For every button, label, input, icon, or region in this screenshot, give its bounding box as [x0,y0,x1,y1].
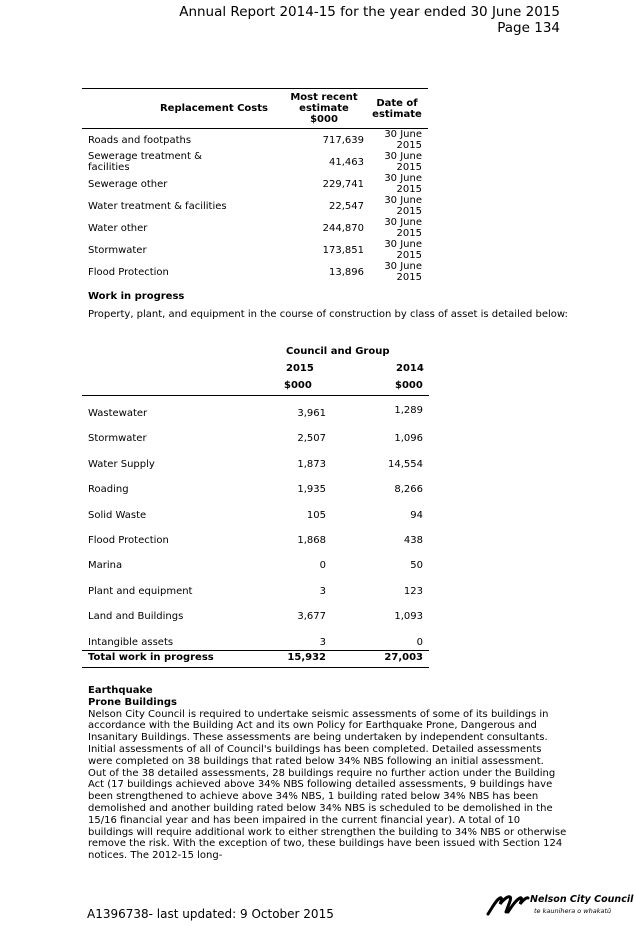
table-row: Solid Waste 105 94 [88,510,423,521]
report-title: Annual Report 2014-15 for the year ended 30 June 2015 [179,4,560,20]
header-divider [82,395,429,396]
total-row: Total work in progress 15,932 27,003 [88,652,423,663]
col-header-estimate: Most recent estimate $000 [268,89,366,129]
page-header [179,4,560,36]
table-row: Sewerage treatment & facilities 41,463 30 June 2015 [88,151,422,173]
footer-document-id: A1396738- last updated: 9 October 2015 [87,907,334,921]
earthquake-paragraph-2: Out of the 38 detailed assessments, 28 buildings require no further action under the Building Act (17 buildings achieved above 34% NBS following detailed assessments, 9 buildings have been strengthened to achieve above 34% NBS, 1 building rated below 34% NBS has been demolished and another building rated below 34% NBS is scheduled to be demolished in the 15/16 financial year and has been impaired in the current financial year). A total of 10 buildings will require additional work to either strengthen the building to 34% NBS or otherwise remove the risk. With the exception of two, these buildings have been issued with Section 124 notices. The 2012-15 long- [88,767,567,862]
table-row: Wastewater 3,961 1,289 [88,405,423,419]
table-row: Flood Protection 13,896 30 June 2015 [88,261,422,283]
table-row: Roads and footpaths 717,639 30 June 2015 [88,129,422,151]
table-row: Land and Buildings 3,677 1,093 [88,611,423,622]
year-2015-header: 2015 [286,363,314,374]
table-row: Stormwater 173,851 30 June 2015 [88,239,422,261]
total-divider [82,650,429,651]
col-header-date: Date of estimate [366,89,428,129]
table-row: Stormwater 2,507 1,096 [88,433,423,444]
logo-name: Nelson City Council [530,894,634,905]
wip-heading: Work in progress [88,291,185,302]
group-header: Council and Group [286,346,390,357]
unit-header-2015: $000 [284,380,312,391]
unit-header-2014: $000 [395,380,423,391]
table-row: Roading 1,935 8,266 [88,484,423,495]
table-row: Water treatment & facilities 22,547 30 June 2015 [88,195,422,217]
earthquake-section [88,685,568,862]
col-header-replacement-costs: Replacement Costs [82,89,268,129]
page-number: Page 134 [497,20,560,36]
table-row: Plant and equipment 3 123 [88,586,423,597]
replacement-costs-table [82,88,428,283]
prone-buildings-title: Prone Buildings [88,696,177,708]
nelson-logo-icon [486,894,530,916]
table-row: Flood Protection 1,868 438 [88,535,423,546]
year-2014-header: 2014 [396,363,424,374]
bottom-rule [82,667,429,668]
table-row: Water Supply 1,873 14,554 [88,459,423,470]
table-row: Sewerage other 229,741 30 June 2015 [88,173,422,195]
table-row: Intangible assets 3 0 [88,637,423,648]
earthquake-title: Earthquake [88,685,153,696]
council-logo [486,892,634,922]
wip-description: Property, plant, and equipment in the course of construction by class of asset is detailed below: [88,309,568,320]
earthquake-paragraph-1: Nelson City Council is required to undertake seismic assessments of some of its buildings in accordance with the Building Act and its own Policy for Earthquake Prone, Dangerous and Insanitary Buildings. These assessments are being undertaken by independent consultants. Initial assessments of all of Council's buildings has been completed. Detailed assessments were completed on 38 buildings that rated below 34% NBS following an initial assessment. [88,708,549,767]
table-row: Marina 0 50 [88,560,423,571]
logo-tagline: te kaunihera o whakatū [534,907,612,915]
table-row: Water other 244,870 30 June 2015 [88,217,422,239]
